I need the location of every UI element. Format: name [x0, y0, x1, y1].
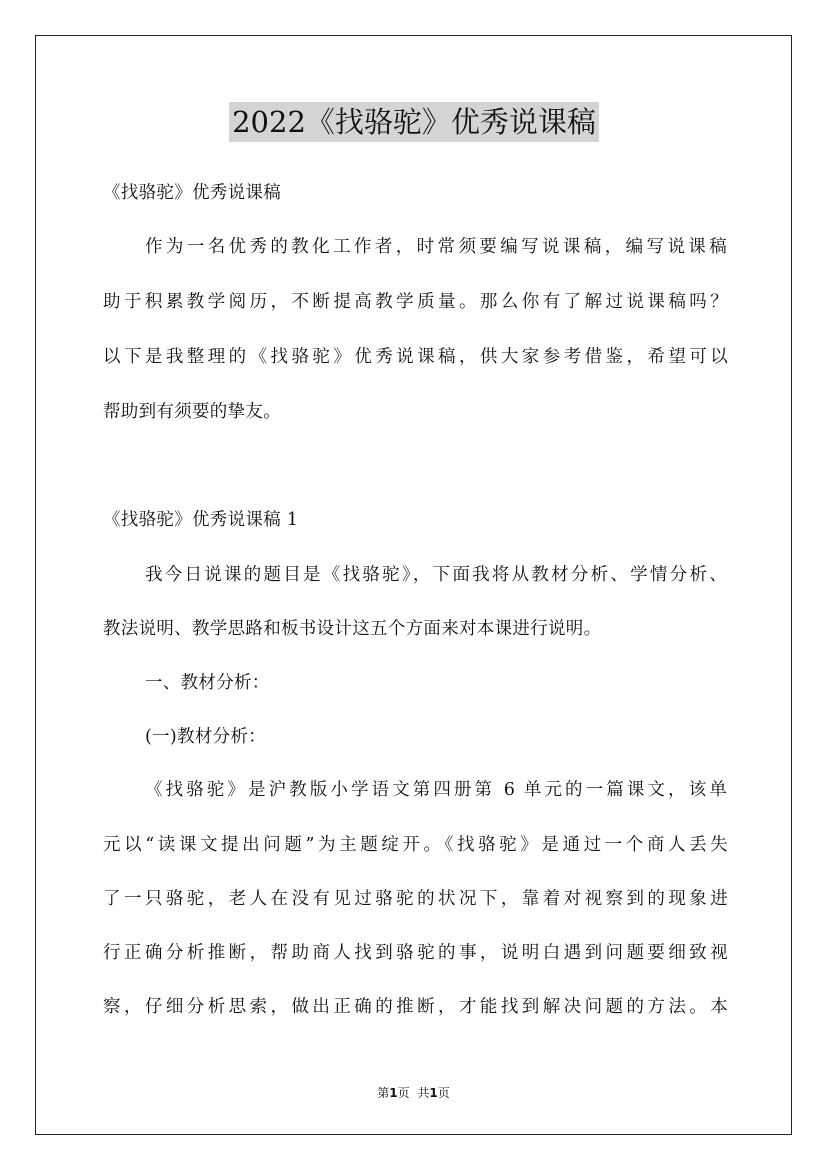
intro-line-1: 作为一名优秀的教化工作者，时常须要编写说课稿，编写说课稿	[145, 237, 727, 257]
heading-sub: (一)教材分析：	[145, 727, 267, 747]
page-footer	[0, 1085, 827, 1101]
page-current: 1	[389, 1086, 398, 1100]
total-prefix: 共	[417, 1086, 430, 1100]
document-title: 2022《找骆驼》优秀说课稿	[229, 102, 599, 142]
page-prefix: 第	[377, 1086, 390, 1100]
section-intro-line-2: 教法说明、教学思路和板书设计这五个方面来对本课进行说明。	[103, 619, 602, 639]
intro-line-2: 助于积累教学阅历，不断提高教学质量。那么你有了解过说课稿吗？	[103, 292, 728, 312]
section-heading: 《找骆驼》优秀说课稿 1	[103, 510, 299, 530]
document-subtitle: 《找骆驼》优秀说课稿	[103, 183, 281, 203]
section-intro-line-1: 我今日说课的题目是《找骆驼》，下面我将从教材分析、学情分析、	[145, 565, 727, 585]
analysis-line-2: 元以“读课文提出问题”为主题绽开。《找骆驼》是通过一个商人丢失	[103, 835, 728, 855]
intro-line-3: 以下是我整理的《找骆驼》优秀说课稿，供大家参考借鉴，希望可以	[103, 347, 728, 367]
page-total: 1	[429, 1086, 438, 1100]
analysis-line-5: 察，仔细分析思索，做出正确的推断，才能找到解决问题的方法。本	[103, 997, 728, 1017]
analysis-line-3: 了一只骆驼，老人在没有见过骆驼的状况下，靠着对视察到的现象进	[103, 889, 728, 909]
analysis-line-1: 《找骆驼》是沪教版小学语文第四册第 6 单元的一篇课文，该单	[145, 780, 727, 800]
page-label: 页	[397, 1086, 410, 1100]
intro-line-4: 帮助到有须要的挚友。	[103, 402, 281, 422]
analysis-line-4: 行正确分析推断，帮助商人找到骆驼的事，说明白遇到问题要细致视	[103, 943, 728, 963]
heading-one: 一、教材分析：	[145, 673, 270, 693]
total-label: 页	[437, 1086, 450, 1100]
